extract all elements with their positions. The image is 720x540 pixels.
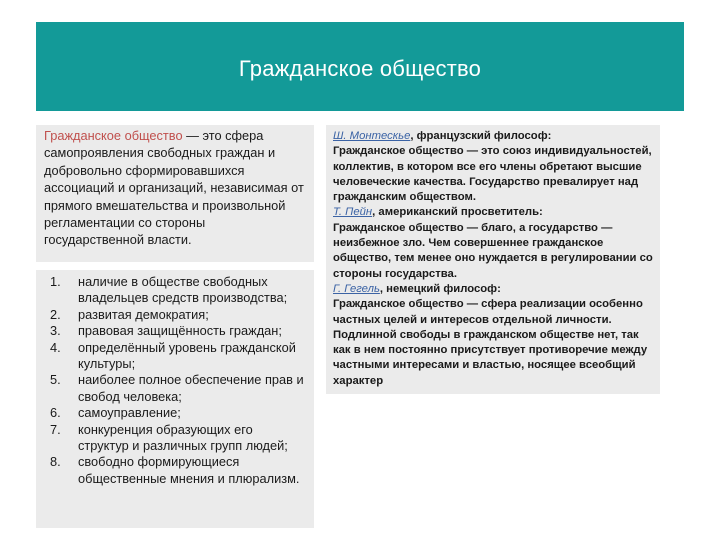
slide-title: Гражданское общество xyxy=(238,55,482,81)
list-item-number: 3. xyxy=(50,323,61,339)
list-item-number: 1. xyxy=(50,274,61,289)
list-item xyxy=(50,372,306,405)
list-item xyxy=(50,274,306,307)
quote-paine xyxy=(333,205,654,281)
list-item xyxy=(50,422,306,455)
list-item-text: определённый уровень гражданской культуры; xyxy=(78,339,296,372)
quote-text: Гражданское общество — это союз индивидуальностей, коллектив, в котором все его члены обретают высшие человеческие качества. Государство превалирует над гражданским обществом. xyxy=(333,145,652,204)
list-item xyxy=(50,340,306,373)
features-list xyxy=(50,274,306,487)
author-role: , немецкий философ: xyxy=(379,282,501,295)
quotes-box xyxy=(326,125,660,394)
definition-text xyxy=(44,127,308,249)
author-role: , французский философ: xyxy=(410,130,552,142)
quote-hegel xyxy=(333,282,654,389)
list-item-number: 7. xyxy=(50,421,61,437)
list-item-text: наличие в обществе свободных владельцев средств производства; xyxy=(78,274,288,306)
definition-body: — это сфера самопроявления свободных граждан и добровольно сформировавшихся ассоциаций и организаций, независимая от прямого вмешательства и произвольной регламентации со стороны государственной власти. xyxy=(44,128,304,248)
author-role: , американский просветитель: xyxy=(372,206,543,219)
list-item xyxy=(50,307,306,323)
list-item-text: наиболее полное обеспечение прав и свобод человека; xyxy=(78,372,304,404)
list-item xyxy=(50,454,306,487)
definition-box xyxy=(36,125,314,262)
list-item-text: развитая демократия; xyxy=(78,306,209,322)
list-item-number: 8. xyxy=(50,454,61,470)
list-item xyxy=(50,323,306,339)
author-link[interactable]: Ш. Монтескье xyxy=(333,130,411,142)
quote-text: Гражданское общество — благо, а государство — неизбежное зло. Чем совершеннее гражданское общество, тем менее оно нуждается в регулировании со стороны государства. xyxy=(333,221,653,280)
definition-term: Гражданское общество xyxy=(44,128,183,143)
slide-header xyxy=(36,22,684,111)
list-item-number: 4. xyxy=(50,339,61,355)
list-item-text: самоуправление; xyxy=(78,405,181,421)
list-item-number: 6. xyxy=(50,405,61,421)
features-box xyxy=(36,270,314,528)
quote-text: Гражданское общество — сфера реализации особенно частных целей и интересов отдельной личности. Подлинной свободы в гражданском обществе нет, так как в нем постоянно присутствует противоречие между частными интересами и властью, носящее всеобщий характер xyxy=(333,298,648,387)
list-item-text: правовая защищённость граждан; xyxy=(78,323,282,339)
quote-montesquieu xyxy=(333,129,654,205)
list-item-text: конкуренция образующих его структур и различных групп людей; xyxy=(78,421,288,454)
list-item-number: 5. xyxy=(50,372,61,388)
author-link[interactable]: Т. Пейн xyxy=(333,206,373,219)
list-item-number: 2. xyxy=(50,306,61,322)
author-link[interactable]: Г. Гегель xyxy=(333,282,380,295)
quotes-text xyxy=(333,129,654,389)
list-item-text: свободно формирующиеся общественные мнения и плюрализм. xyxy=(78,454,300,486)
list-item xyxy=(50,405,306,421)
